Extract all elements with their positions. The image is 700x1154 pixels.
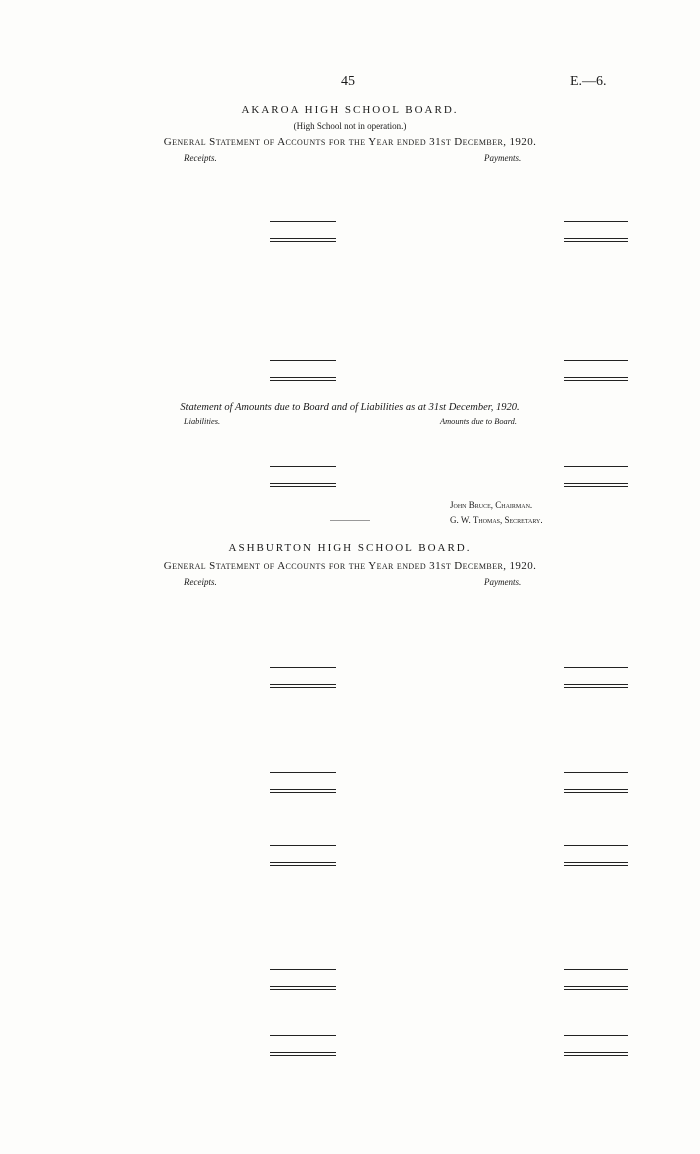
total-double-rule [270,238,336,242]
total-double-rule [564,377,628,381]
section-divider [330,520,370,521]
total-rule [270,969,336,970]
total-double-rule [564,862,628,866]
akaroa-title: AKAROA HIGH SCHOOL BOARD. [241,104,459,116]
total-double-rule [270,483,336,487]
total-double-rule [564,483,628,487]
total-double-rule [270,986,336,990]
total-rule [270,466,336,467]
ashburton-statement-title: General Statement of Accounts for the Year ended 31st December, 1920. [163,560,537,572]
total-rule [270,772,336,773]
total-double-rule [270,377,336,381]
total-double-rule [270,684,336,688]
total-rule [270,845,336,846]
total-rule [564,1035,628,1036]
page-number: 45 [341,74,355,89]
liabilities-heading: Liabilities. [184,417,221,426]
secretary-name: G. W. Thomas, Secretary. [450,515,543,525]
total-double-rule [270,862,336,866]
section-code: E.—6. [570,74,607,89]
ashburton-receipts-heading: Receipts. [184,577,217,587]
akaroa-receipts-heading: Receipts. [184,153,217,163]
total-rule [564,360,628,361]
secretary-signature [450,515,543,525]
total-double-rule [564,238,628,242]
total-rule [564,772,628,773]
total-double-rule [564,789,628,793]
total-rule [564,667,628,668]
akaroa-statement-title: General Statement of Accounts for the Year ended 31st December, 1920. [163,136,537,148]
akaroa-payments-heading: Payments. [484,153,522,163]
total-rule [564,466,628,467]
total-double-rule [564,1052,628,1056]
akaroa-subtitle: (High School not in operation.) [293,121,407,131]
total-rule [564,969,628,970]
total-rule [270,667,336,668]
ashburton-payments-heading: Payments. [484,577,522,587]
chairman-name: John Bruce, Chairman. [450,500,533,510]
ashburton-title: ASHBURTON HIGH SCHOOL BOARD. [228,542,472,554]
total-double-rule [564,986,628,990]
total-rule [270,1035,336,1036]
total-double-rule [564,684,628,688]
total-rule [270,360,336,361]
chairman-signature [450,500,532,510]
total-rule [564,221,628,222]
total-double-rule [270,789,336,793]
amounts-due-heading: Amounts due to Board. [440,417,517,426]
akaroa-statement-due-title: Statement of Amounts due to Board and of Liabilities as at 31st December, 1920. [180,402,520,413]
total-double-rule [270,1052,336,1056]
total-rule [270,221,336,222]
total-rule [564,845,628,846]
